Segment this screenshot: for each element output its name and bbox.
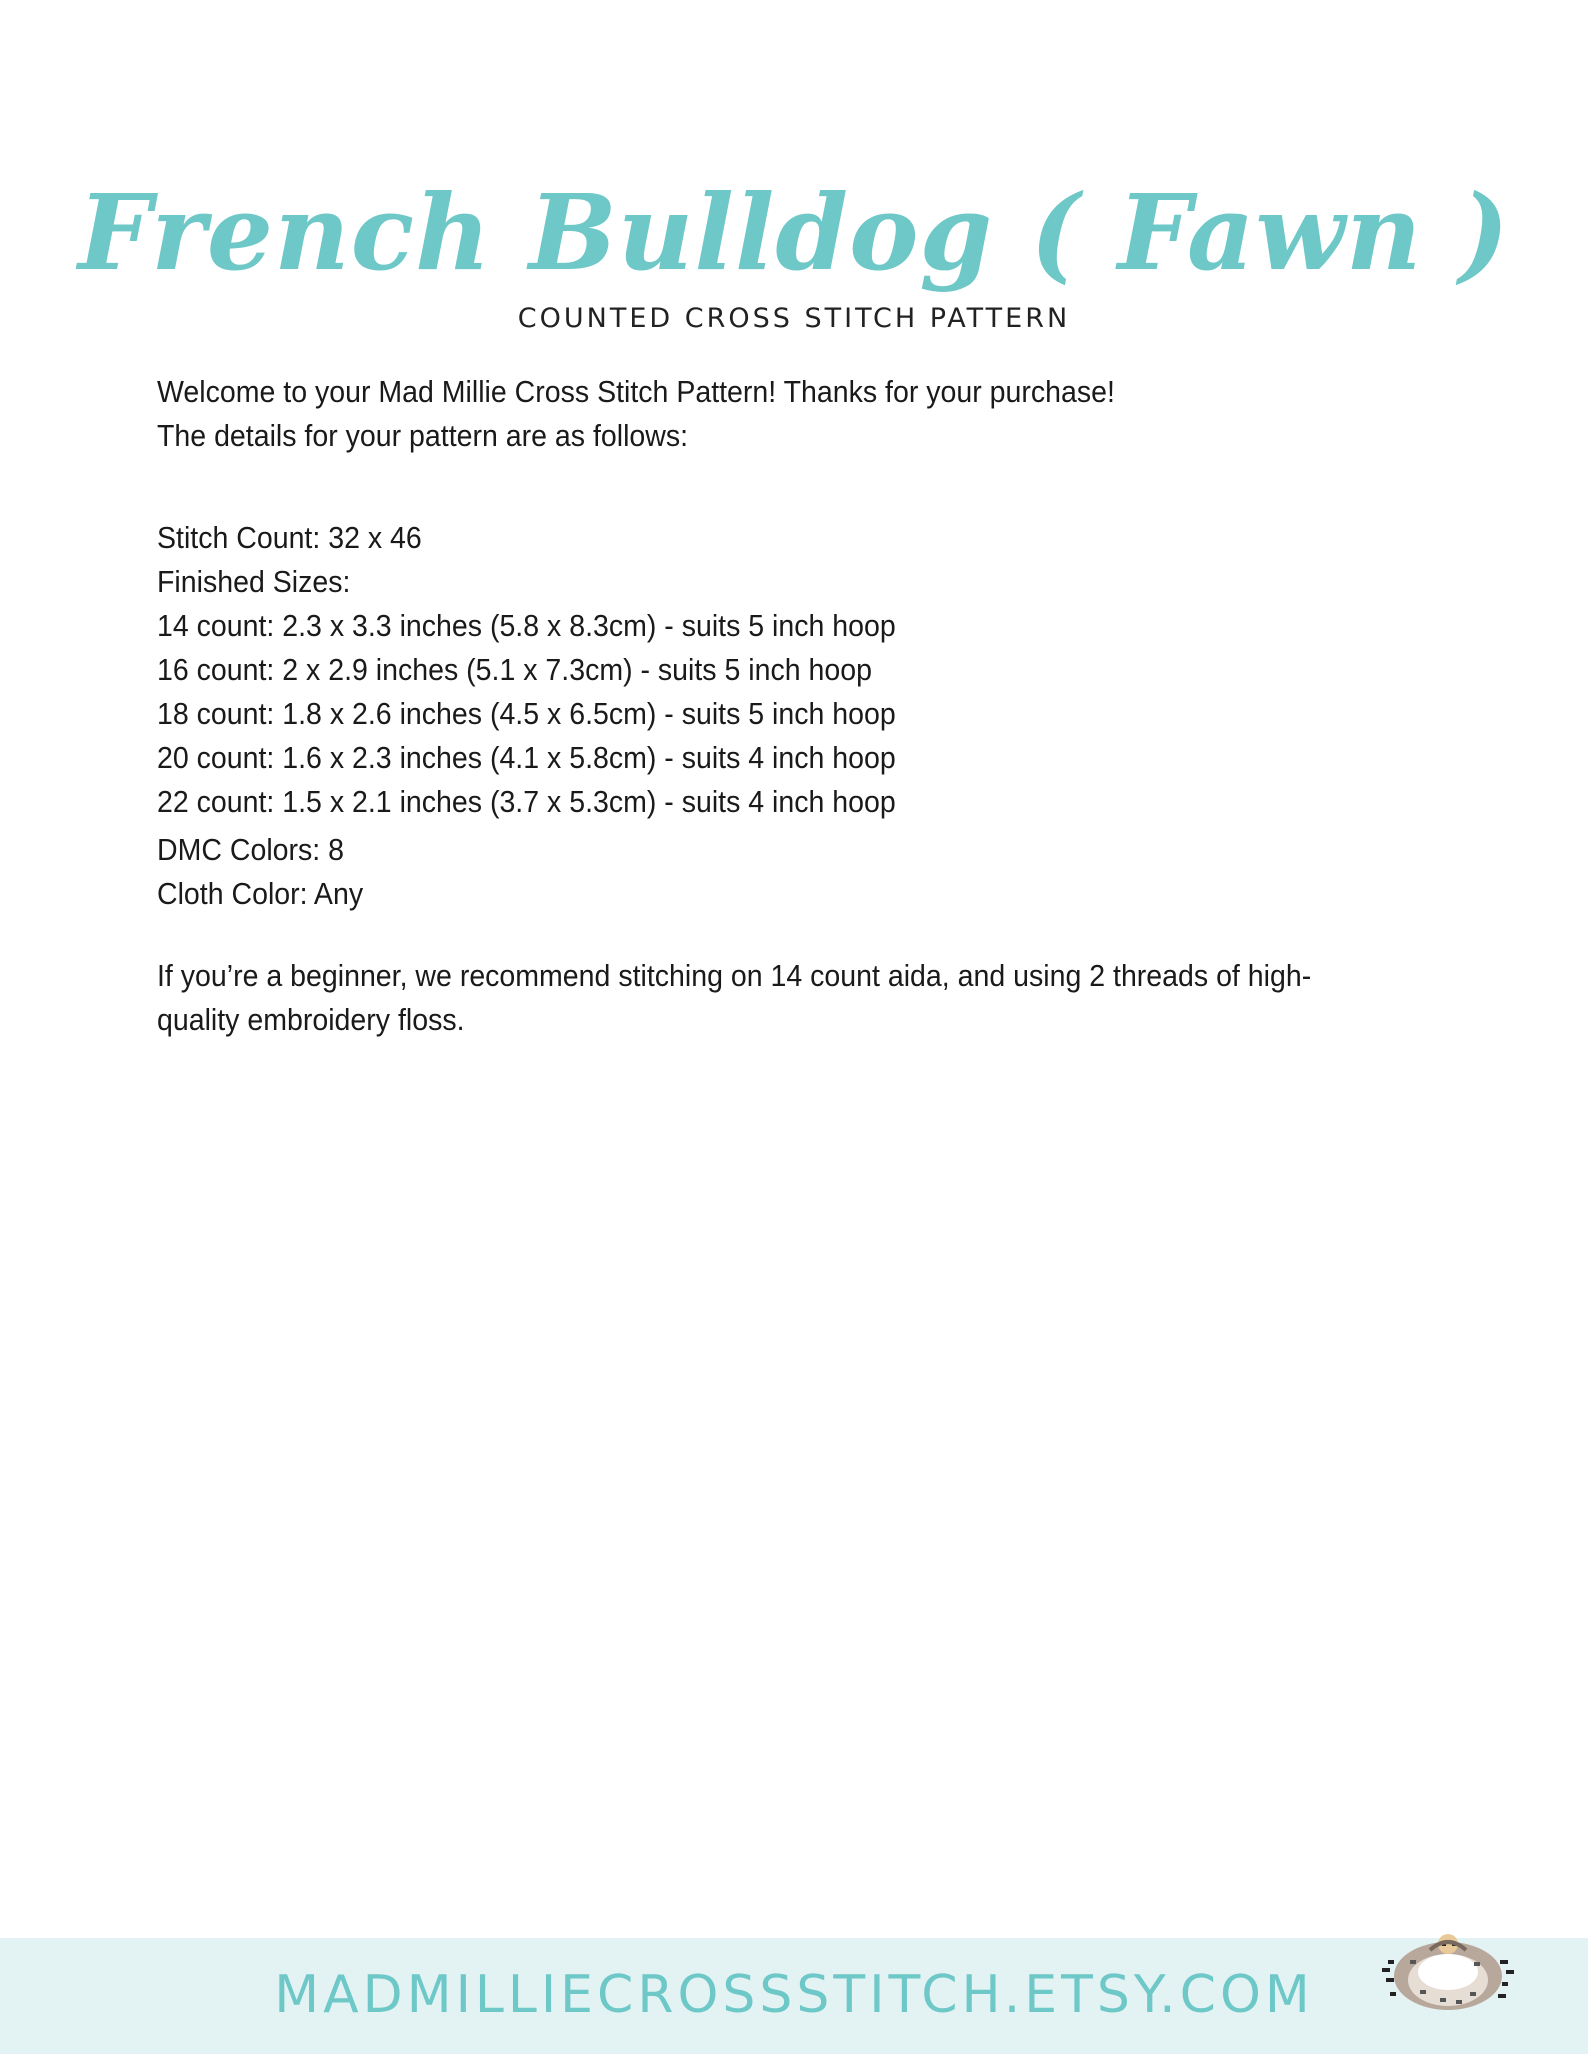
owl-mascot-icon: [1370, 1930, 1530, 2030]
size-row: 18 count: 1.8 x 2.6 inches (4.5 x 6.5cm) - suits 5 inch hoop: [157, 696, 896, 731]
size-row: 16 count: 2 x 2.9 inches (5.1 x 7.3cm) - suits 5 inch hoop: [157, 652, 872, 687]
footer-bar: [0, 1938, 1588, 2054]
finished-sizes-heading: Finished Sizes:: [157, 564, 351, 599]
size-row: 14 count: 2.3 x 3.3 inches (5.8 x 8.3cm) - suits 5 inch hoop: [157, 608, 896, 643]
dmc-colors: DMC Colors: 8: [157, 832, 345, 867]
beginner-note: If you’re a beginner, we recommend stitching on 14 count aida, and using 2 threads of high-quality embroidery floss.: [157, 958, 1312, 1037]
page-subtitle: COUNTED CROSS STITCH PATTERN: [517, 303, 1071, 334]
page-title: French Bulldog ( Fawn ): [78, 171, 1510, 294]
size-row: 20 count: 1.6 x 2.3 inches (4.1 x 5.8cm) - suits 4 inch hoop: [157, 740, 896, 775]
intro-paragraph: [157, 370, 1335, 458]
intro-line: The details for your pattern are as follows:: [157, 418, 689, 453]
cloth-color: Cloth Color: Any: [157, 876, 364, 911]
shop-url-link[interactable]: MADMILLIECROSSSTITCH.ETSY.COM: [274, 1965, 1314, 2025]
stitch-count: Stitch Count: 32 x 46: [157, 520, 422, 555]
pattern-details: [157, 516, 1335, 824]
intro-line: Welcome to your Mad Millie Cross Stitch Pattern! Thanks for your purchase!: [157, 374, 1115, 409]
size-row: 22 count: 1.5 x 2.1 inches (3.7 x 5.3cm) - suits 4 inch hoop: [157, 784, 896, 819]
pattern-meta: [157, 828, 1335, 916]
